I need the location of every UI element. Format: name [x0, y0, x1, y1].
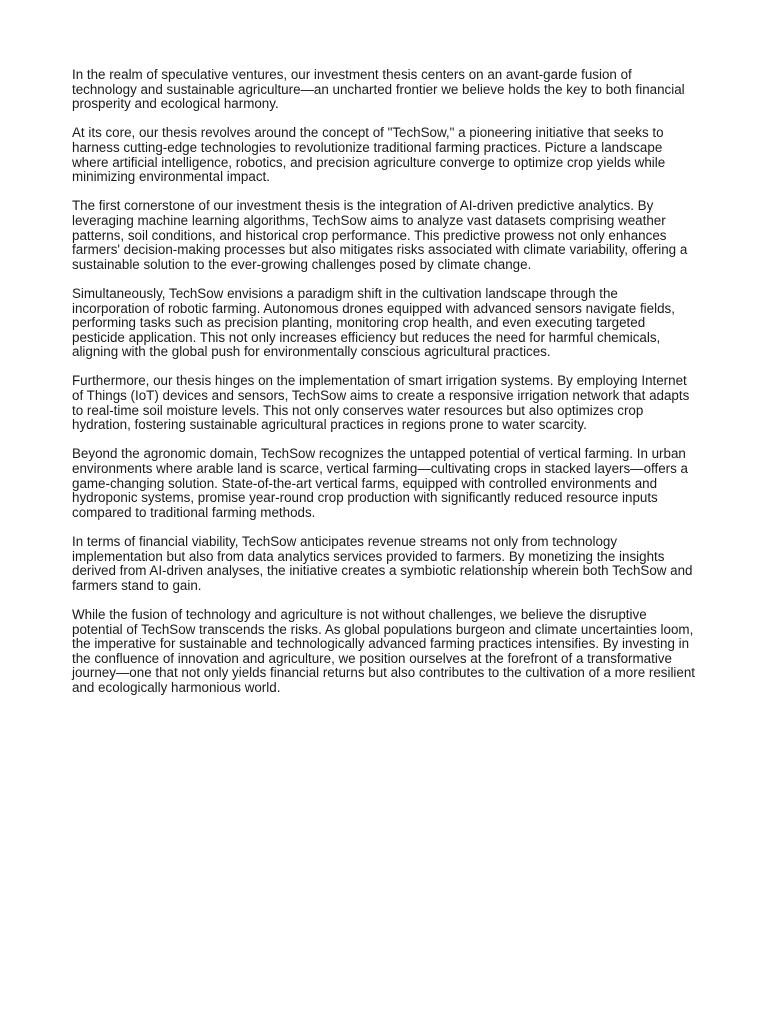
paragraph-conclusion: While the fusion of technology and agriculture is not without challenges, we believe the disruptive potential of TechSow transcends the risks. As global populations burgeon and climate uncertainties loom, the imperative for sustainable and technologically advanced farming practices intensifies. By investing in the confluence of innovation and agriculture, we position ourselves at the forefront of a transformative journey—one that not only yields financial returns but also contributes to the cultivation of a more resilient and ecologically harmonious world.: [72, 606, 696, 695]
paragraph-smart-irrigation: Furthermore, our thesis hinges on the implementation of smart irrigation systems. By employing Internet of Things (IoT) devices and sensors, TechSow aims to create a responsive irrigation network that adapts to real-time soil moisture levels. This not only conserves water resources but also optimizes crop hydration, fostering sustainable agricultural practices in regions prone to water scarcity.: [72, 373, 690, 433]
paragraph-techsow-concept: At its core, our thesis revolves around the concept of "TechSow," a pioneering initiative that seeks to harness cutting-edge technologies to revolutionize traditional farming practices. Picture a landscape where artificial intelligence, robotics, and precision agriculture converge to optimize crop yields while minimizing environmental impact.: [72, 125, 666, 185]
paragraph-robotic-farming: Simultaneously, TechSow envisions a paradigm shift in the cultivation landscape through the incorporation of robotic farming. Autonomous drones equipped with advanced sensors navigate fields, performing tasks such as precision planting, monitoring crop health, and even executing targeted pesticide application. This not only increases efficiency but reduces the need for harmful chemicals, aligning with the global push for environmentally conscious agricultural practices.: [72, 285, 675, 360]
document-body: [72, 68, 698, 710]
paragraph-financial-viability: In terms of financial viability, TechSow anticipates revenue streams not only from technology implementation but also from data analytics services provided to farmers. By monetizing the insights derived from AI-driven analyses, the initiative creates a symbiotic relationship wherein both TechSow and farmers stand to gain.: [72, 534, 693, 593]
paragraph-vertical-farming: Beyond the agronomic domain, TechSow recognizes the untapped potential of vertical farming. In urban environments where arable land is scarce, vertical farming—cultivating crops in stacked layers—offers a game-changing solution. State-of-the-art vertical farms, equipped with controlled environments and hydroponic systems, promise year-round crop production with significantly reduced resource inputs compared to traditional farming methods.: [72, 446, 688, 520]
paragraph-predictive-analytics: The first cornerstone of our investment thesis is the integration of AI-driven predictive analytics. By leveraging machine learning algorithms, TechSow aims to analyze vast datasets comprising weather patterns, soil conditions, and historical crop performance. This predictive prowess not only enhances farmers' decision-making processes but also mitigates risks associated with climate variability, offering a sustainable solution to the ever-growing challenges posed by climate change.: [72, 198, 688, 272]
paragraph-intro: In the realm of speculative ventures, our investment thesis centers on an avant-garde fusion of technology and sustainable agriculture—an uncharted frontier we believe holds the key to both financial prosperity and ecological harmony.: [72, 67, 685, 112]
